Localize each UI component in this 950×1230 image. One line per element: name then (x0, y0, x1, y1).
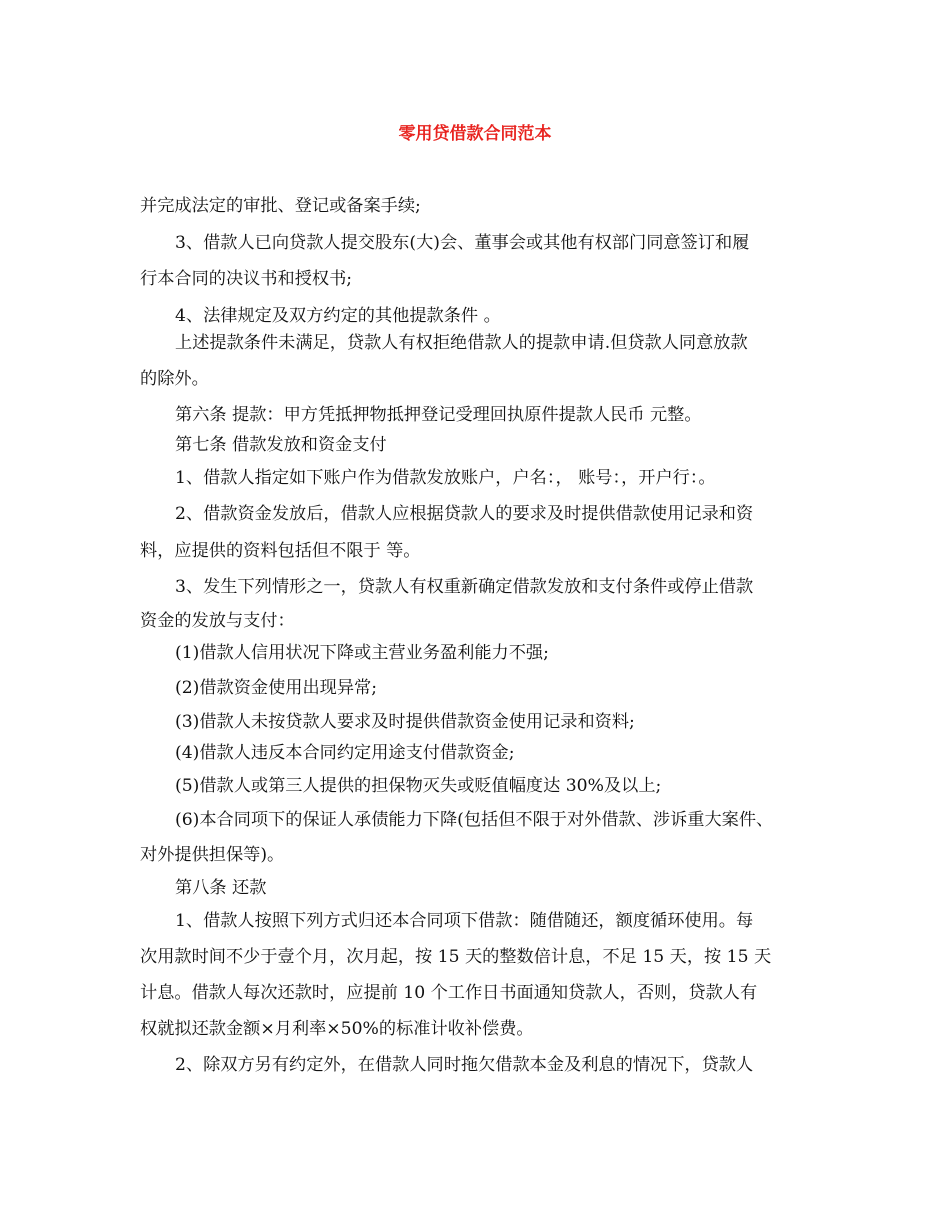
document-title: 零用贷借款合同范本 (398, 124, 552, 144)
text-line: 1、借款人按照下列方式归还本合同项下借款：随借随还，额度循环使用。每 (175, 911, 754, 931)
text-line: 第六条 提款：甲方凭抵押物抵押登记受理回执原件提款人民币 元整。 (175, 405, 702, 425)
text-line: 4、法律规定及双方约定的其他提款条件 。 (175, 306, 501, 326)
text-line: 权就拟还款金额×月利率×50%的标准计收补偿费。 (140, 1019, 534, 1039)
text-line: 3、发生下列情形之一，贷款人有权重新确定借款发放和支付条件或停止借款 (175, 577, 754, 597)
text-line: 次用款时间不少于壹个月，次月起，按 15 天的整数倍计息，不足 15 天，按 15 天 (140, 947, 772, 967)
text-line: 资金的发放与支付： (140, 611, 295, 631)
text-line: 2、借款资金发放后，借款人应根据贷款人的要求及时提供借款使用记录和资 (175, 504, 754, 524)
text-line: 行本合同的决议书和授权书; (140, 269, 353, 289)
text-line: 2、除双方另有约定外，在借款人同时拖欠借款本金及利息的情况下，贷款人 (175, 1055, 754, 1075)
text-line: (5)借款人或第三人提供的担保物灭失或贬值幅度达 30%及以上; (175, 776, 662, 796)
text-line: 的除外。 (140, 369, 209, 389)
text-line: 3、借款人已向贷款人提交股东(大)会、董事会或其他有权部门同意签订和履 (175, 233, 750, 253)
text-line: (1)借款人信用状况下降或主营业务盈利能力不强; (175, 643, 549, 663)
text-line: 第八条 还款 (175, 878, 267, 898)
text-line: (4)借款人违反本合同约定用途支付借款资金; (175, 743, 515, 763)
text-line: (3)借款人未按贷款人要求及时提供借款资金使用记录和资料; (175, 712, 635, 732)
text-line: 计息。借款人每次还款时，应提前 10 个工作日书面通知贷款人，否则，贷款人有 (140, 983, 758, 1003)
text-line: 上述提款条件未满足，贷款人有权拒绝借款人的提款申请.但贷款人同意放款 (175, 333, 748, 353)
text-line: (6)本合同项下的保证人承债能力下降(包括但不限于对外借款、涉诉重大案件、 (175, 810, 774, 830)
text-line: (2)借款资金使用出现异常; (175, 678, 378, 698)
text-line: 对外提供担保等)。 (140, 845, 285, 865)
text-line: 并完成法定的审批、登记或备案手续; (140, 196, 421, 216)
text-line: 1、借款人指定如下账户作为借款发放账户，户名：， 账号：，开户行：。 (175, 468, 716, 488)
text-line: 第七条 借款发放和资金支付 (175, 435, 387, 455)
text-line: 料，应提供的资料包括但不限于 等。 (140, 541, 421, 561)
